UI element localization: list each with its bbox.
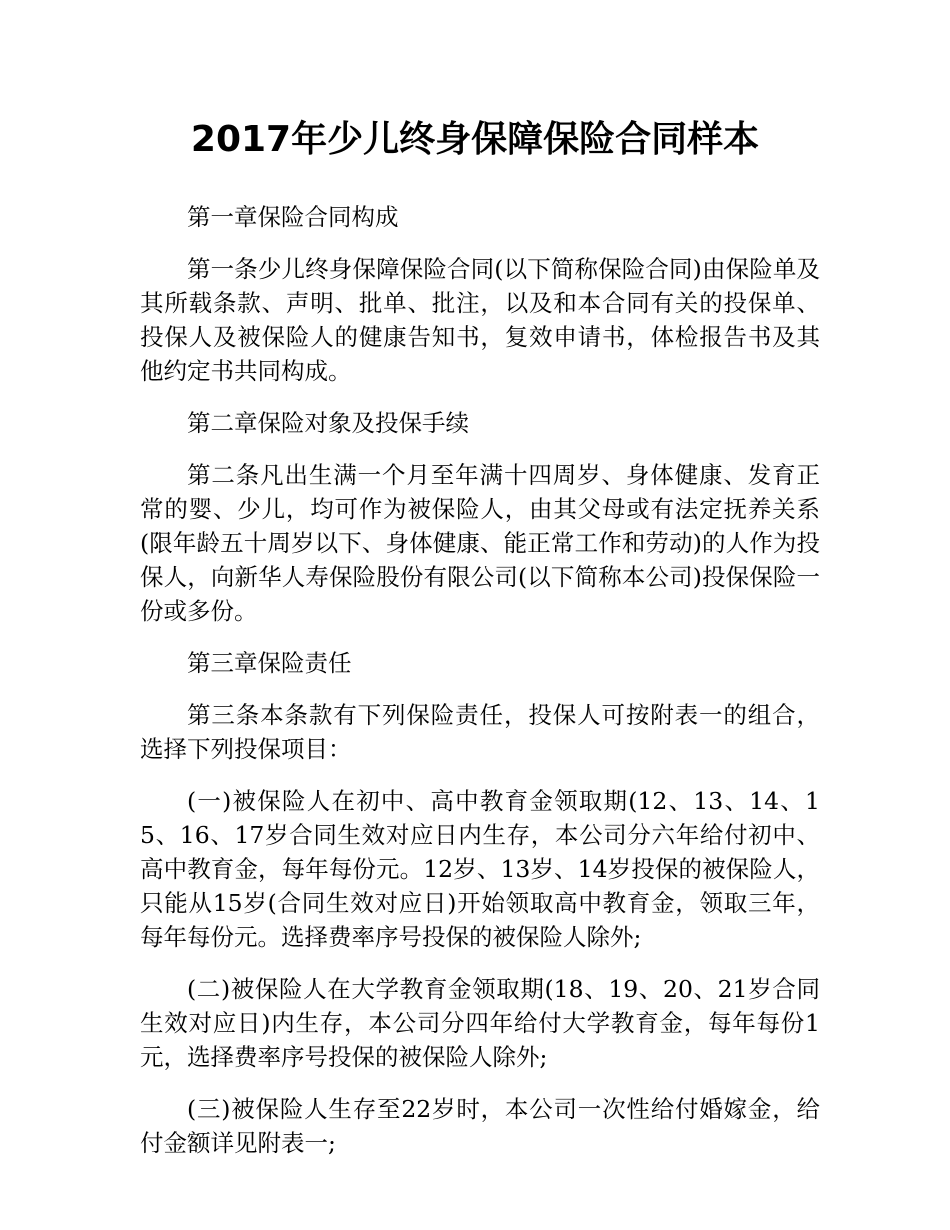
document-body: [140, 200, 820, 1178]
article-2: 第二条凡出生满一个月至年满十四周岁、身体健康、发育正常的婴、少儿，均可作为被保险人，由其父母或有法定抚养关系(限年龄五十周岁以下、身体健康、能正常工作和劳动)的人作为投保人，向新华人寿保险股份有限公司(以下简称本公司)投保保险一份或多份。: [140, 461, 820, 625]
article-1: 第一条少儿终身保障保险合同(以下简称保险合同)由保险单及其所载条款、声明、批单、批注，以及和本合同有关的投保单、投保人及被保险人的健康告知书，复效申请书，体检报告书及其他约定书共同构成。: [140, 255, 820, 385]
article-3: 第三条本条款有下列保险责任，投保人可按附表一的组合，选择下列投保项目：: [140, 701, 820, 763]
chapter-heading-1: 第一章保险合同构成: [187, 203, 399, 231]
clause-2: (二)被保险人在大学教育金领取期(18、19、20、21岁合同生效对应日)内生存，本公司分四年给付大学教育金，每年每份1元，选择费率序号投保的被保险人除外;: [140, 975, 820, 1071]
chapter-heading-2: 第二章保险对象及投保手续: [187, 409, 469, 437]
document-title: 2017年少儿终身保障保险合同样本: [190, 119, 760, 160]
clause-1: (一)被保险人在初中、高中教育金领取期(12、13、14、15、16、17岁合同生效对应日内生存，本公司分六年给付初中、高中教育金，每年每份元。12岁、13岁、14岁投保的被保险人，只能从15岁(合同生效对应日)开始领取高中教育金，领取三年，每年每份元。选择费率序号投保的被保险人除外;: [140, 787, 820, 951]
clause-3: (三)被保险人生存至22岁时，本公司一次性给付婚嫁金，给付金额详见附表一;: [140, 1095, 820, 1157]
chapter-heading-3: 第三章保险责任: [187, 649, 352, 677]
